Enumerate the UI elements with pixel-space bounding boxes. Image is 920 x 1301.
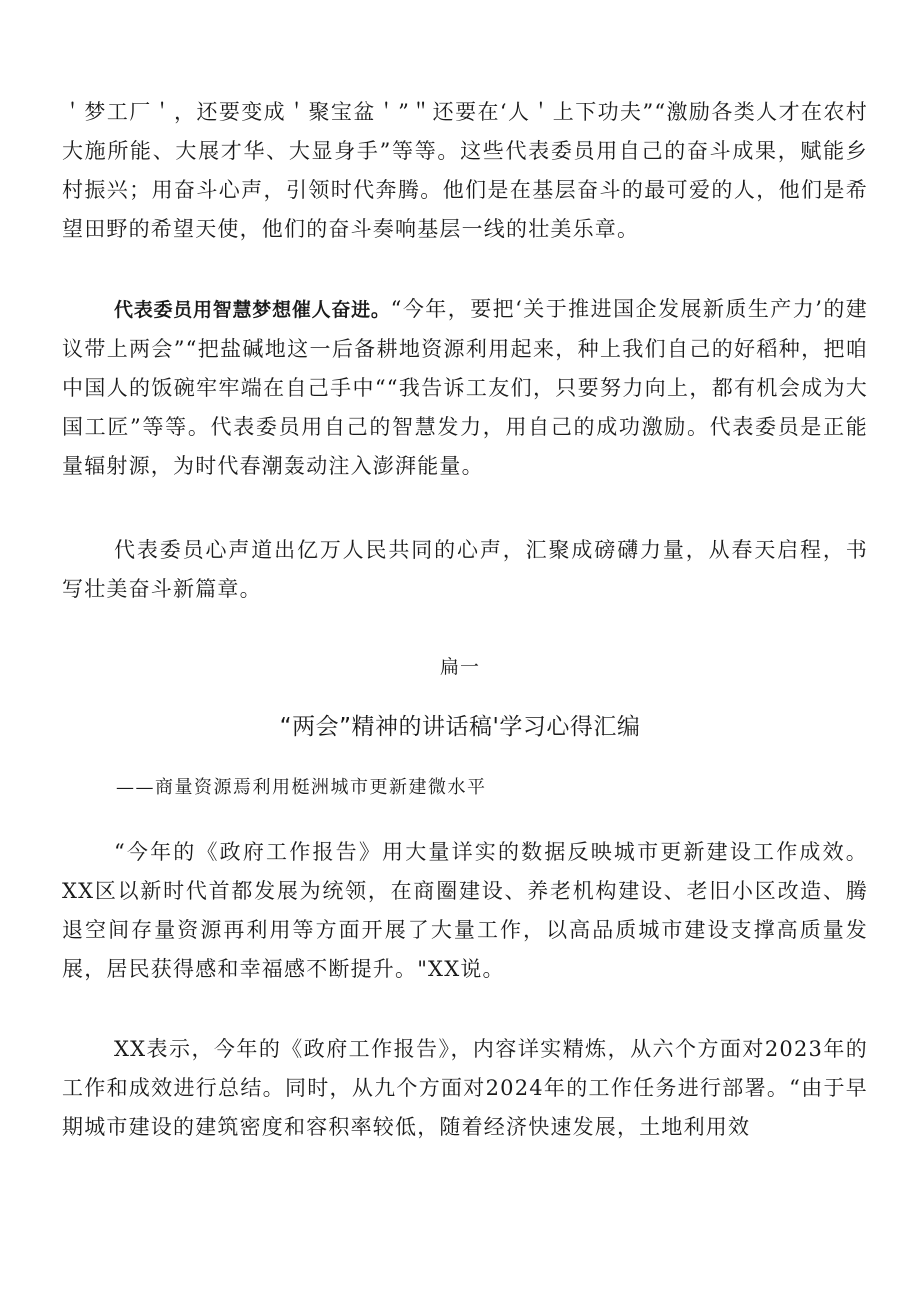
paragraph-government-report: XX表示，今年的《政府工作报告》，内容详实精炼，从六个方面对2023年的工作和成效进行总结。同时，从九个方面对2024年的工作任务进行部署。“由于早期城市建设的建筑密度和容积率较低，随着经济快速发展，土地利用效 bbox=[62, 1037, 868, 1139]
paragraph-rural-achievements: ＇梦工厂＇，还要变成＇聚宝盆＇”＂还要在‘人＇上下功夫”“激励各类人才在农村大施所能、大展才华、大显身手”等等。这些代表委员用自己的奋斗成果，赋能乡村振兴；用奋斗心声，引领时代奔腾。他们是在基层奋斗的最可爱的人，他们是希望田野的希望天使，他们的奋斗奏响基层一线的壮美乐章。 bbox=[62, 100, 868, 241]
section-label: 扁一 bbox=[439, 656, 480, 678]
paragraph-body: “今年，要把‘关于推进国企发展新质生产力’的建议带上两会”“把盐碱地这一后备耕地资源利用起来，种上我们自己的好稻种，把咱中国人的饭碗牢牢端在自己手中““我告诉工友们，只要努力向上，都有机会成为大国工匠”等等。代表委员用自己的智慧发力，用自己的成功激励。代表委员是正能量辐射源，为时代春潮轰动注入澎湃能量。 bbox=[62, 297, 868, 478]
paragraph-lead-heading: 代表委员用智慧梦想催人奋进。 bbox=[114, 299, 391, 321]
paragraph-closing: 代表委员心声道出亿万人民共同的心声，汇聚成磅礴力量，从春天启程，书写壮美奋斗新篇章。 bbox=[62, 538, 868, 601]
paragraph-wisdom-dreams bbox=[62, 290, 868, 486]
paragraph-urban-renewal-quote: “今年的《政府工作报告》用大量详实的数据反映城市更新建设工作成效。XX区以新时代首都发展为统领，在商圈建设、养老机构建设、老旧小区改造、腾退空间存量资源再利用等方面开展了大量工作，以高品质城市建设支撑高质量发展，居民获得感和幸福感不断提升。"XX说。 bbox=[62, 840, 868, 981]
document-title: “两会”精神的讲话稿'学习心得汇编 bbox=[279, 714, 641, 740]
document-subtitle: ——商量资源焉利用梃洲城市更新建微水平 bbox=[116, 777, 487, 798]
